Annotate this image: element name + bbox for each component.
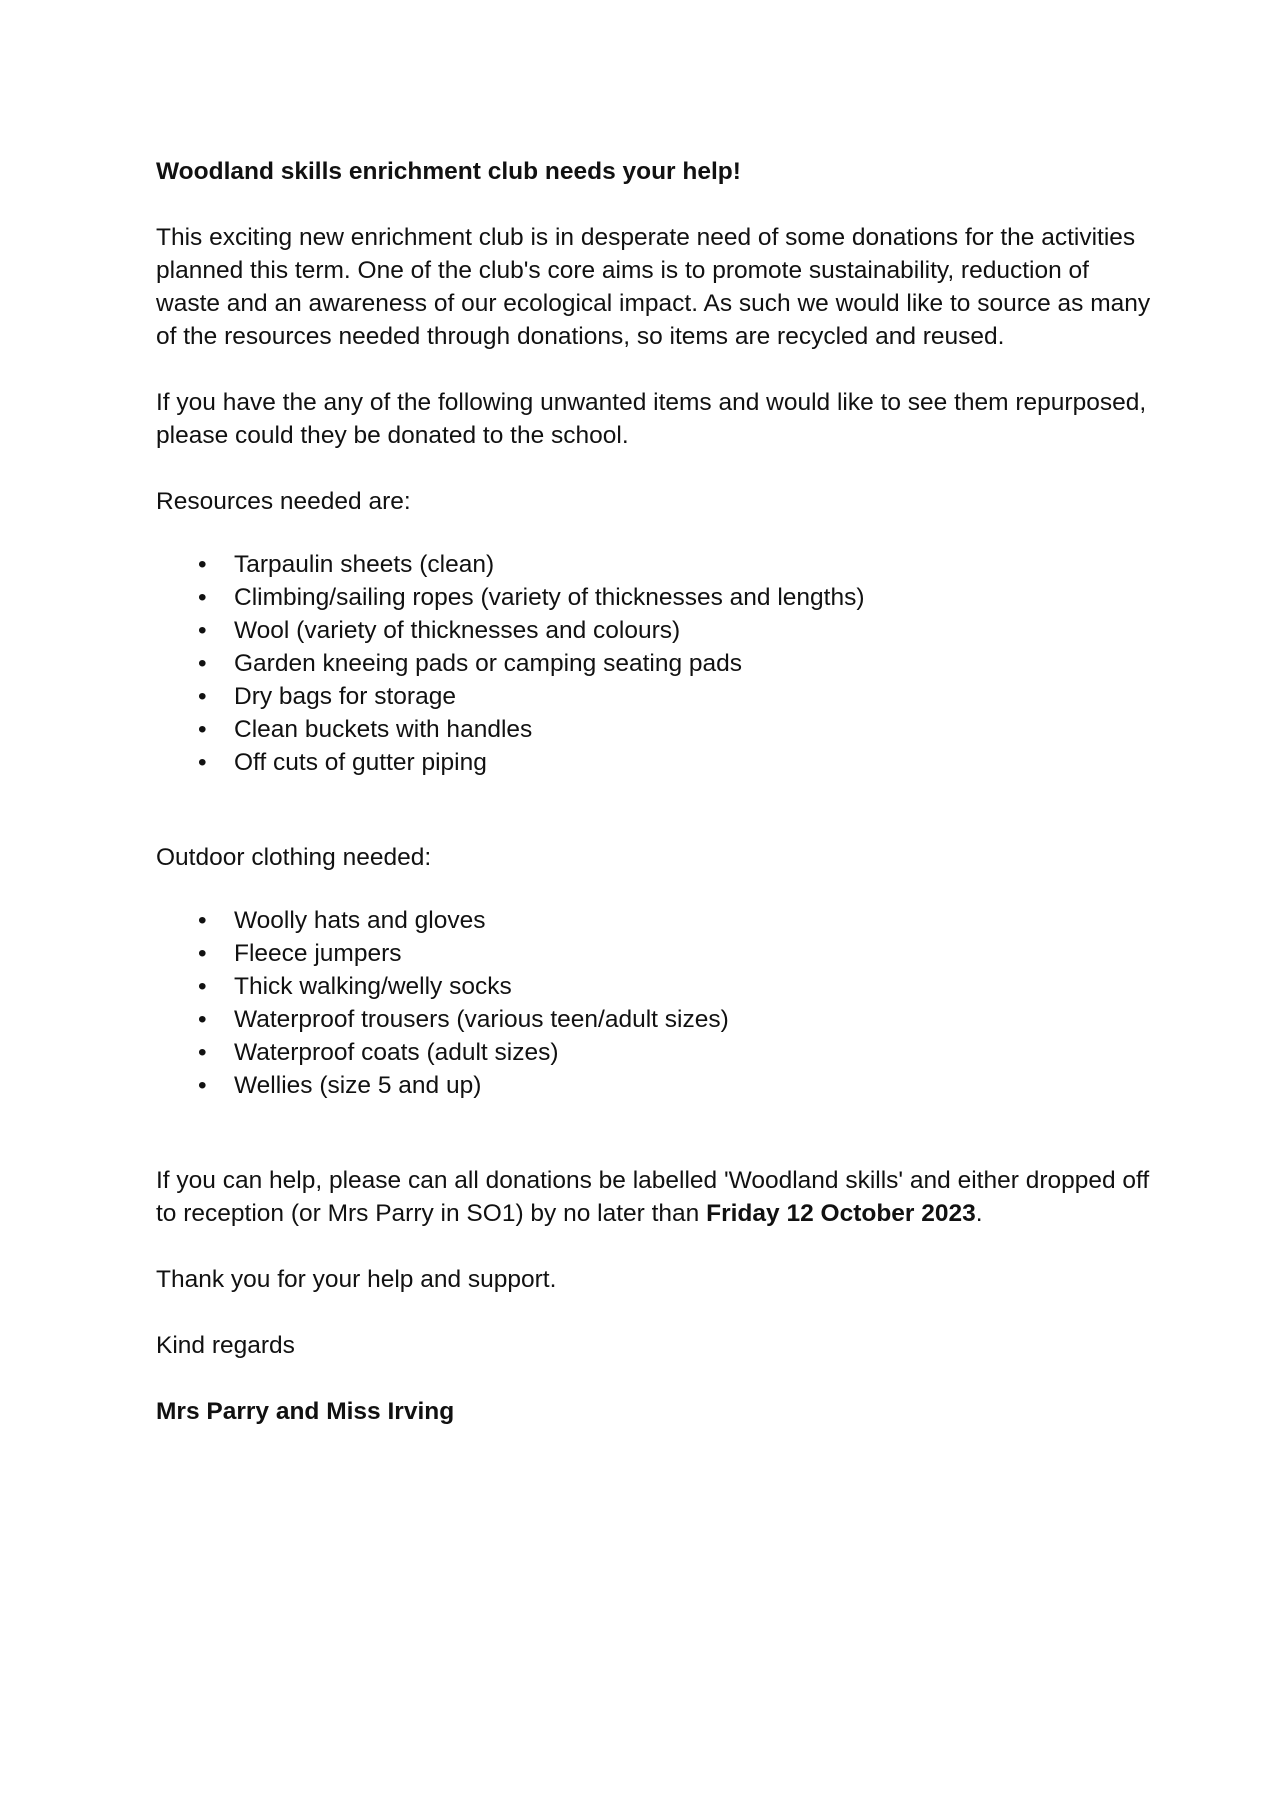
bullet-icon: • [198, 1072, 207, 1099]
bullet-icon: • [198, 617, 207, 644]
deadline-date: Friday 12 October 2023 [706, 1200, 976, 1227]
list-item [156, 1036, 1156, 1069]
help-text: If you can help, please can all donations be labelled 'Woodland skills' and either dropped off to reception (or Mrs Parry in SO1) by no later than [156, 1167, 1150, 1227]
list-item [156, 904, 1156, 937]
list-item [156, 970, 1156, 1003]
bullet-icon: • [198, 749, 207, 776]
request-paragraph: If you have the any of the following unwanted items and would like to see them repurposed, please could they be donated to the school. [156, 389, 1147, 449]
resources-list [156, 548, 1156, 779]
spacer [156, 1102, 1156, 1164]
help-paragraph [156, 1164, 1156, 1230]
regards-line: Kind regards [156, 1332, 295, 1359]
bullet-icon: • [198, 907, 207, 934]
intro-paragraph: This exciting new enrichment club is in desperate need of some donations for the activities planned this term. One of the club's core aims is to promote sustainability, reduction of waste and an awareness of our ecological impact. As such we would like to source as many of the resources needed through donations, so items are recycled and reused. [156, 224, 1151, 350]
bullet-icon: • [198, 1006, 207, 1033]
bullet-icon: • [198, 650, 207, 677]
list-item-text: Wellies (size 5 and up) [234, 1072, 482, 1099]
list-item-text: Dry bags for storage [234, 683, 456, 710]
list-item-text: Clean buckets with handles [234, 716, 533, 743]
list-item-text: Waterproof coats (adult sizes) [234, 1039, 559, 1066]
list-item [156, 581, 1156, 614]
list-item [156, 713, 1156, 746]
list-item-text: Thick walking/welly socks [234, 973, 512, 1000]
list-item-text: Climbing/sailing ropes (variety of thicknesses and lengths) [234, 584, 865, 611]
bullet-icon: • [198, 683, 207, 710]
bullet-icon: • [198, 584, 207, 611]
resources-label: Resources needed are: [156, 488, 411, 515]
list-item-text: Off cuts of gutter piping [234, 749, 487, 776]
list-item-text: Waterproof trousers (various teen/adult sizes) [234, 1006, 729, 1033]
list-item [156, 746, 1156, 779]
bullet-icon: • [198, 716, 207, 743]
list-item-text: Garden kneeing pads or camping seating pads [234, 650, 743, 677]
list-item [156, 647, 1156, 680]
help-end: . [975, 1200, 983, 1227]
bullet-icon: • [198, 973, 207, 1000]
list-item [156, 937, 1156, 970]
list-item-text: Wool (variety of thicknesses and colours) [234, 617, 681, 644]
thanks-line: Thank you for your help and support. [156, 1266, 557, 1293]
list-item [156, 548, 1156, 581]
list-item [156, 1069, 1156, 1102]
bullet-icon: • [198, 551, 207, 578]
list-item-text: Woolly hats and gloves [234, 907, 486, 934]
list-item [156, 1003, 1156, 1036]
letter [156, 155, 1156, 1428]
bullet-icon: • [198, 940, 207, 967]
clothing-list [156, 904, 1156, 1102]
list-item [156, 614, 1156, 647]
letter-title: Woodland skills enrichment club needs your help! [156, 158, 741, 185]
list-item-text: Fleece jumpers [234, 940, 402, 967]
list-item [156, 680, 1156, 713]
list-item-text: Tarpaulin sheets (clean) [234, 551, 495, 578]
clothing-label: Outdoor clothing needed: [156, 844, 432, 871]
spacer [156, 779, 1156, 841]
bullet-icon: • [198, 1039, 207, 1066]
signature: Mrs Parry and Miss Irving [156, 1398, 455, 1425]
